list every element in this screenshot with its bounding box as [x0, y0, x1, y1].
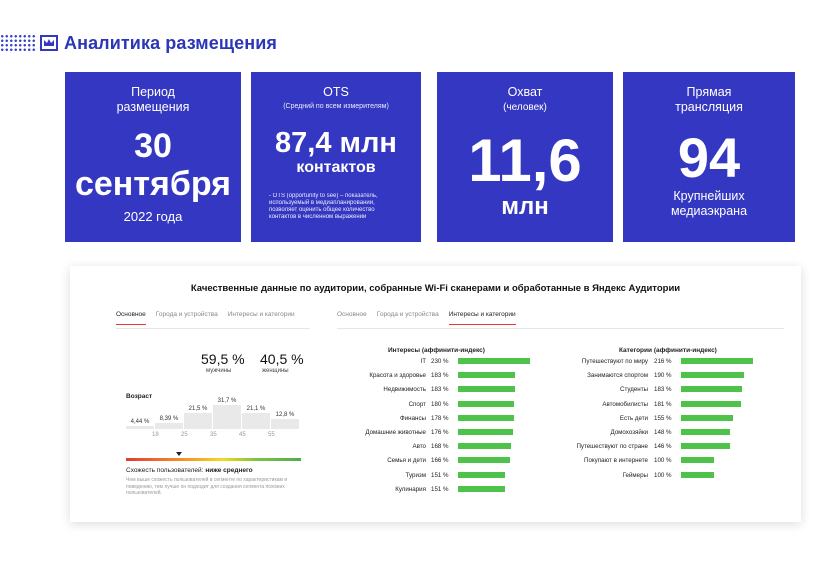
period-tile: [65, 72, 241, 242]
affinity-bar: [681, 429, 730, 435]
age-value: 8,39 %: [159, 416, 179, 422]
age-value: 31,7 %: [217, 398, 237, 404]
tab-interests-right[interactable]: Интересы и категории: [449, 311, 516, 325]
categories-title: Категории (аффинити-индекс): [619, 347, 717, 354]
age-tick: 25: [181, 432, 188, 438]
age-tick: 35: [210, 432, 217, 438]
item-name: Есть дети: [619, 414, 648, 422]
item-value: 148 %: [654, 429, 672, 436]
list-item: [70, 443, 801, 451]
tab-cities-left[interactable]: Города и устройства: [155, 311, 218, 318]
reach-value: 11,6: [468, 127, 582, 194]
ots-label: OTS: [323, 85, 349, 99]
similarity-description: Чем выше схожесть пользователей в сегменте по характеристикам и поведению, тем лучше он подходит для создания сегмента похожих пользователей.: [126, 477, 288, 496]
list-item: [70, 358, 801, 366]
age-tick: 45: [239, 432, 246, 438]
item-value: 155 %: [654, 414, 672, 422]
age-value: 21,5 %: [188, 406, 208, 412]
reach-unit: млн: [501, 193, 549, 220]
affinity-bar: [681, 401, 741, 407]
reach-tile: [437, 72, 613, 242]
item-name: Занимаются спортом: [587, 372, 648, 380]
tab-main-left[interactable]: Основное: [116, 311, 146, 325]
item-name: Семья и дети: [387, 457, 426, 465]
age-value: 4,44 %: [130, 419, 150, 425]
crown-box-icon: [40, 35, 58, 51]
tab-divider: [337, 328, 784, 329]
audience-card: [70, 266, 801, 522]
ots-note: - OTS (opportunity to see) – показатель, используемый в медиапланировании, позволяет оценить общее количество контактов в численном выражении: [269, 193, 378, 220]
age-tick: 18: [152, 432, 159, 438]
list-item: [70, 372, 801, 380]
period-date: 30 сентября: [74, 127, 231, 203]
item-value: 168 %: [431, 443, 449, 451]
item-value: 183 %: [431, 372, 449, 380]
list-item: [70, 386, 801, 394]
item-name: Финансы: [400, 414, 426, 422]
reach-label: Охват: [507, 85, 543, 99]
reach-sub: (человек): [503, 102, 547, 113]
male-label: мужчины: [206, 368, 232, 374]
item-value: 166 %: [431, 457, 449, 465]
tab-main-right[interactable]: Основное: [337, 311, 367, 318]
similarity-value: ниже среднего: [205, 467, 253, 474]
list-item: [70, 472, 801, 480]
card-title: Качественные данные по аудитории, собранные Wi-Fi сканерами и обработанные в Яндекс Аудитории: [190, 283, 681, 294]
age-tick: 55: [268, 432, 275, 438]
item-name: Покупают в интернете: [584, 457, 648, 465]
similarity-marker: [176, 452, 182, 456]
item-name: Авто: [412, 443, 426, 451]
list-item: [70, 401, 801, 409]
list-item: [70, 457, 801, 465]
list-item: [70, 429, 801, 437]
affinity-bar: [458, 486, 505, 492]
ots-tile: [251, 72, 421, 242]
item-name: Домашние животные: [365, 429, 426, 436]
ots-value: 87,4 млн: [275, 127, 397, 159]
affinity-bar: [681, 443, 730, 449]
item-value: 180 %: [431, 400, 449, 408]
affinity-bar: [681, 415, 733, 421]
item-value: 151 %: [431, 485, 449, 493]
item-name: Путешествуют по миру: [581, 358, 648, 365]
similarity-label: Схожесть пользователей:: [126, 467, 204, 474]
item-name: Студенты: [619, 386, 648, 394]
tab-interests-left[interactable]: Интересы и категории: [227, 311, 295, 318]
item-value: 181 %: [654, 400, 672, 408]
item-name: IT: [420, 358, 426, 365]
item-value: 230 %: [431, 358, 449, 365]
item-value: 100 %: [654, 457, 672, 465]
item-value: 178 %: [431, 414, 449, 422]
item-value: 216 %: [654, 358, 672, 365]
broadcast-tile: [623, 72, 795, 242]
item-value: 151 %: [431, 471, 449, 479]
age-value: 12,8 %: [275, 412, 295, 418]
ots-unit: контактов: [296, 159, 376, 176]
item-name: Недвижимость: [383, 386, 426, 394]
dots-decoration: [0, 34, 36, 52]
broadcast-label: Прямая трансляция: [675, 85, 743, 114]
male-value: 59,5 %: [201, 351, 245, 367]
age-title: Возраст: [126, 393, 153, 400]
female-value: 40,5 %: [260, 351, 304, 367]
left-tabs: [116, 311, 295, 325]
tab-cities-right[interactable]: Города и устройства: [376, 311, 439, 318]
affinity-bar: [681, 457, 714, 463]
item-name: Автомобилисты: [602, 400, 648, 408]
item-name: Кулинария: [395, 485, 426, 493]
period-label: Период размещения: [116, 85, 190, 114]
affinity-bar: [681, 472, 714, 478]
ots-sub: (Средний по всем измерителям): [283, 103, 389, 110]
list-item: [70, 415, 801, 423]
affinity-bar: [681, 372, 744, 378]
item-name: Туризм: [405, 471, 426, 479]
list-item: [70, 486, 801, 494]
tab-divider: [116, 328, 310, 329]
age-value: 21,1 %: [246, 406, 266, 412]
affinity-bar: [681, 386, 742, 392]
item-value: 183 %: [654, 386, 672, 394]
period-year: 2022 года: [123, 209, 183, 224]
right-tabs: [337, 311, 516, 325]
broadcast-caption: Крупнейших медиаэкрана: [670, 189, 748, 218]
interests-title: Интересы (аффинити-индекс): [388, 347, 485, 354]
item-value: 100 %: [654, 471, 672, 479]
item-name: Геймеры: [622, 471, 648, 479]
item-name: Путешествуют по стране: [576, 443, 648, 451]
item-value: 176 %: [431, 429, 449, 436]
item-name: Красота и здоровье: [369, 372, 426, 380]
item-value: 183 %: [431, 386, 449, 394]
affinity-bar: [681, 358, 753, 364]
broadcast-value: 94: [677, 126, 741, 189]
item-value: 146 %: [654, 443, 672, 451]
item-name: Домохозяйки: [610, 429, 648, 436]
page-title: Аналитика размещения: [64, 33, 277, 53]
item-name: Спорт: [408, 400, 426, 408]
item-value: 190 %: [654, 372, 672, 380]
female-label: женщины: [262, 368, 289, 374]
